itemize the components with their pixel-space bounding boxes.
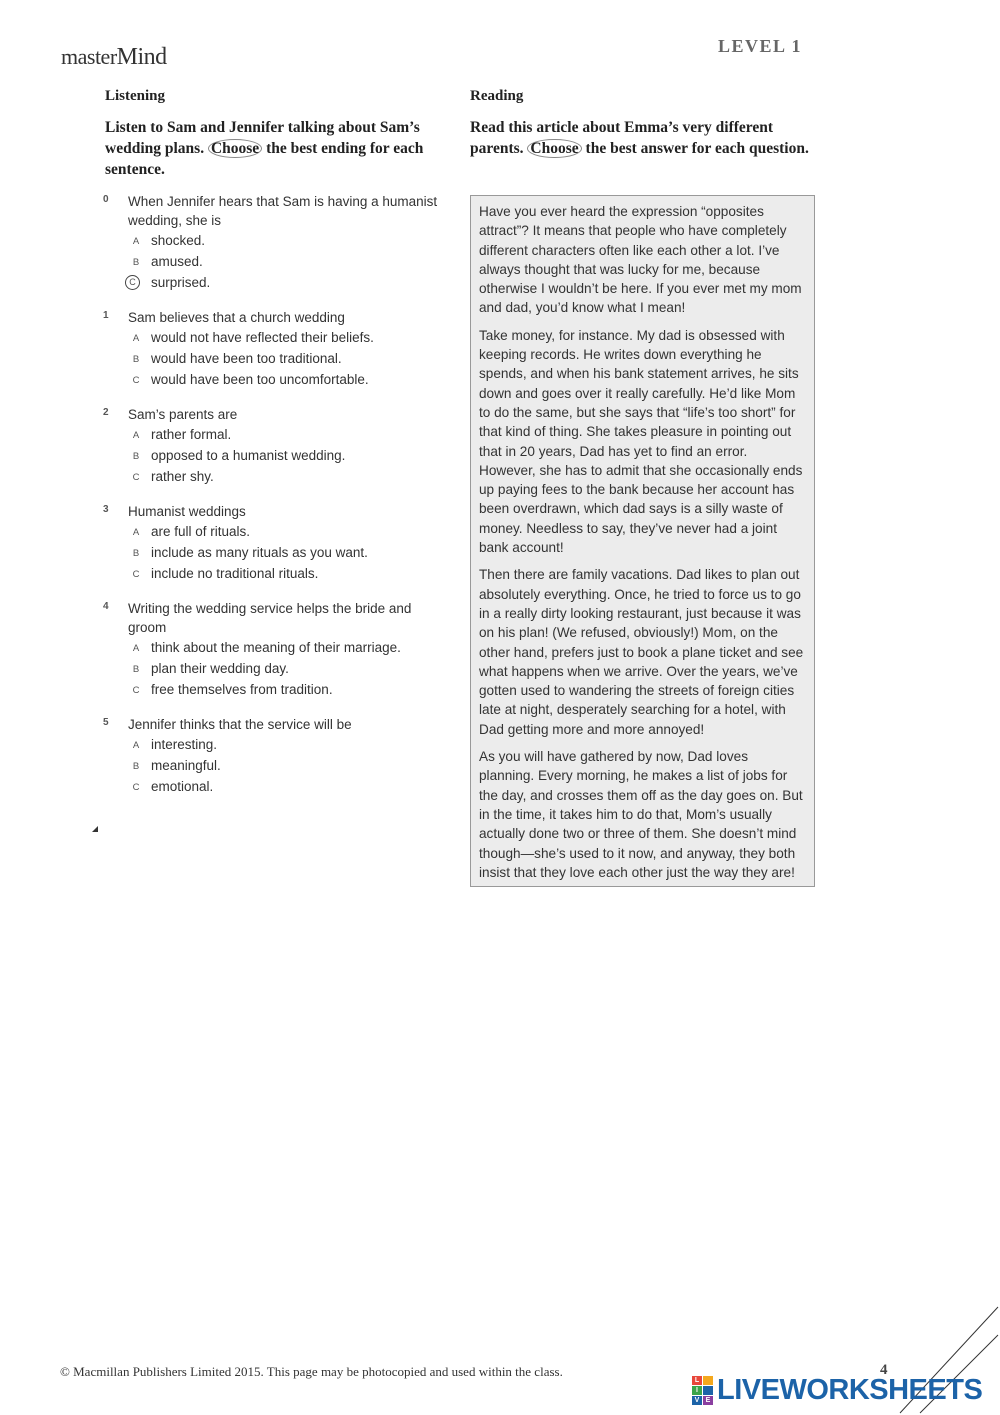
option-text: opposed to a humanist wedding. — [151, 448, 346, 463]
option-text: would have been too traditional. — [151, 351, 342, 366]
question-text: Jennifer thinks that the service will be — [128, 717, 352, 732]
reading-instruction-part2: the best answer for each question. — [581, 140, 809, 157]
answer-option[interactable] — [128, 521, 443, 542]
question-text: Sam believes that a church wedding — [128, 310, 345, 325]
reading-instruction-choose: Choose — [527, 139, 581, 158]
option-letter: A — [132, 333, 140, 344]
question-text: When Jennifer hears that Sam is having a humanist wedding, she is — [128, 194, 438, 228]
question-item — [103, 308, 443, 390]
option-letter: C — [132, 472, 140, 483]
question-number: 4 — [103, 601, 109, 612]
question-number: 0 — [103, 194, 109, 205]
answer-option[interactable] — [128, 563, 443, 584]
option-letter: C — [132, 685, 140, 696]
listening-questions — [103, 192, 443, 812]
answer-option[interactable] — [128, 776, 443, 797]
answer-option[interactable] — [128, 755, 443, 776]
brand-logo — [61, 44, 167, 71]
answer-option[interactable] — [128, 542, 443, 563]
answer-option[interactable] — [128, 734, 443, 755]
reading-instruction-part1: Read this article about Emma’s very different parents. — [470, 119, 774, 157]
answer-option[interactable] — [128, 230, 443, 251]
option-text: include as many rituals as you want. — [151, 545, 368, 560]
article-paragraph: Then there are family vacations. Dad likes to plan out absolutely everything. Once, he tried to force us to go in a really dirty looking restaurant, just because it was on his plan! (We refused, obviously!) Mom, on the other hand, prefers just to book a plane ticket and see what happens when we arrive. Over the years, we’ve gotten used to wandering the streets of foreign cities late at night, desperately searching for a hotel, with Dad getting more and more annoyed! — [479, 567, 804, 737]
option-letter: B — [132, 548, 140, 559]
listening-title: Listening — [105, 88, 166, 104]
option-text: include no traditional rituals. — [151, 566, 319, 581]
answer-option[interactable] — [128, 348, 443, 369]
answer-option[interactable] — [128, 679, 443, 700]
listening-instruction-part1: Listen to Sam and Jennifer talking about Sam’s wedding plans. — [105, 119, 420, 157]
article-paragraph: As you will have gathered by now, Dad loves planning. Every morning, he makes a list of jobs for the day, and crosses them off as the day goes on. But in the time, it takes him to do that, Mom’s usually actually done two or three of them. She doesn’t mind though—she’s used to it now, and anyway, they both insist that they love each other just the way they are! — [479, 749, 803, 880]
reading-title: Reading — [470, 88, 524, 104]
copyright-notice: © Macmillan Publishers Limited 2015. This page may be photocopied and used within the class. — [60, 1364, 563, 1379]
answer-option[interactable] — [128, 369, 443, 390]
level-label: LEVEL 1 — [718, 36, 803, 56]
option-letter: A — [132, 430, 140, 441]
liveworksheets-watermark[interactable] — [692, 1374, 982, 1406]
question-item — [103, 599, 443, 700]
option-text: shocked. — [151, 233, 206, 248]
option-letter: A — [132, 527, 140, 538]
question-item — [103, 192, 443, 293]
option-text: would have been too uncomfortable. — [151, 372, 369, 387]
option-text: rather formal. — [151, 427, 232, 442]
option-text: meaningful. — [151, 758, 221, 773]
question-number: 5 — [103, 717, 109, 728]
option-text: are full of rituals. — [151, 524, 251, 539]
article-paragraph: Have you ever heard the expression “opposites attract”? It means that people who have completely different characters often like each other a lot. I’ve always thought that was lucky for me, because otherwise I wouldn’t be here. If you ever met my mom and dad, you’d know what I mean! — [479, 204, 802, 316]
option-text: think about the meaning of their marriage. — [151, 640, 401, 655]
option-letter: C — [125, 275, 140, 290]
option-text: would not have reflected their beliefs. — [151, 330, 374, 345]
option-text: rather shy. — [151, 469, 214, 484]
question-number: 2 — [103, 407, 109, 418]
question-text: Sam’s parents are — [128, 407, 238, 422]
option-text: surprised. — [151, 275, 211, 290]
question-number: 1 — [103, 310, 109, 321]
listening-instruction-part2: the best ending for each sentence. — [105, 140, 424, 178]
answer-option[interactable] — [128, 637, 443, 658]
answer-option[interactable] — [128, 251, 443, 272]
question-number: 3 — [103, 504, 109, 515]
option-letter: B — [132, 257, 140, 268]
option-letter: C — [132, 569, 140, 580]
page-number: 4 — [880, 1362, 888, 1378]
question-text: Writing the wedding service helps the bride and groom — [128, 601, 412, 635]
question-item — [103, 405, 443, 487]
option-letter: B — [132, 664, 140, 675]
answer-option[interactable] — [128, 272, 443, 293]
reading-article — [470, 195, 815, 887]
answer-option[interactable] — [128, 658, 443, 679]
option-letter: B — [132, 451, 140, 462]
article-paragraph: Take money, for instance. My dad is obsessed with keeping records. He writes down everything he spends, and when his bank statement arrives, he sits down and goes over it really carefully. He’d like Mom to do the same, but she says that “life’s too short” for that kind of thing. She takes pleasure in pointing out that in 20 years, Dad has yet to find an error. However, she has to admit that she occasionally ends up paying fees to the bank because her account has been overdrawn, which dad says is a silly waste of money. Needless to say, they’ve never had a joint bank account! — [479, 327, 803, 556]
option-letter: A — [132, 643, 140, 654]
brand-part1: master — [61, 44, 117, 69]
question-text: Humanist weddings — [128, 504, 246, 519]
liveworksheets-text: LIVEWORKSHEETS — [717, 1373, 983, 1406]
option-letter: A — [132, 740, 140, 751]
answer-option[interactable] — [128, 466, 443, 487]
brand-part2: Mind — [116, 44, 167, 70]
question-item — [103, 715, 443, 797]
option-letter: C — [132, 782, 140, 793]
corner-marker — [92, 826, 98, 832]
option-letter: B — [132, 761, 140, 772]
reading-instruction — [470, 117, 815, 159]
answer-option[interactable] — [128, 327, 443, 348]
liveworksheets-icon: L I V E — [692, 1376, 713, 1405]
answer-option[interactable] — [128, 445, 443, 466]
option-letter: C — [132, 375, 140, 386]
listening-instruction — [105, 117, 450, 180]
answer-option[interactable] — [128, 424, 443, 445]
option-letter: B — [132, 354, 140, 365]
option-text: free themselves from tradition. — [151, 682, 333, 697]
question-item — [103, 502, 443, 584]
option-text: plan their wedding day. — [151, 661, 289, 676]
option-text: amused. — [151, 254, 203, 269]
option-text: emotional. — [151, 779, 214, 794]
option-letter: A — [132, 236, 140, 247]
option-text: interesting. — [151, 737, 218, 752]
listening-instruction-choose: Choose — [208, 139, 262, 158]
